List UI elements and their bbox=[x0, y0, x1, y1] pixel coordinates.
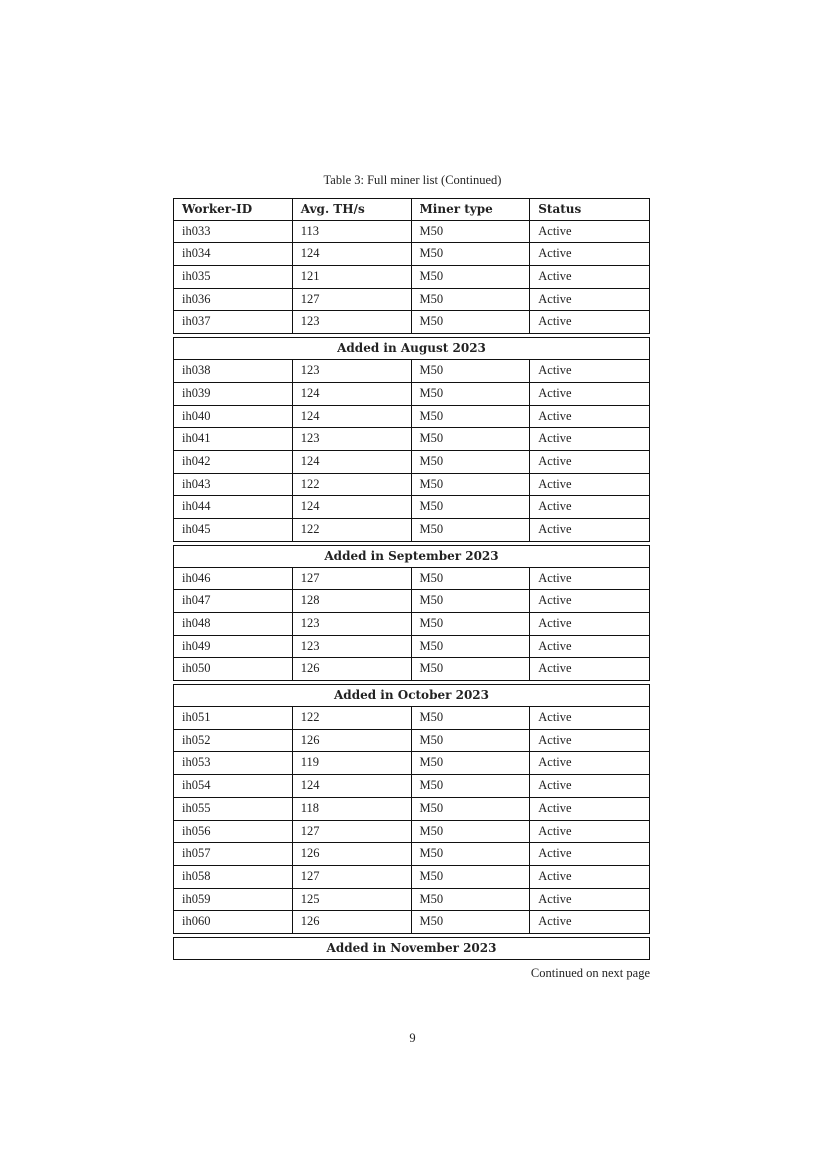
table-cell: Active bbox=[538, 914, 572, 929]
table-cell: ih046 bbox=[174, 568, 293, 590]
table-cell: M50 bbox=[412, 911, 531, 933]
table-cell: M50 bbox=[412, 775, 531, 797]
group-heading: Added in September 2023 bbox=[173, 545, 650, 568]
table-cell: Active bbox=[538, 891, 572, 906]
table-cell: Active bbox=[538, 314, 572, 329]
table-cell: ih038 bbox=[174, 360, 293, 382]
table-cell: M50 bbox=[412, 406, 531, 428]
table-cell: M50 bbox=[412, 821, 531, 843]
table-row bbox=[173, 496, 650, 519]
table-row bbox=[173, 221, 650, 244]
table-row bbox=[173, 311, 650, 334]
table-cell: 122 bbox=[293, 707, 412, 729]
table-cell: ih041 bbox=[174, 428, 293, 450]
continued-note: Continued on next page bbox=[530, 966, 650, 980]
table-row bbox=[173, 289, 650, 312]
table-cell: Active bbox=[538, 246, 572, 261]
table-cell: M50 bbox=[412, 519, 531, 541]
table-cell: 126 bbox=[293, 658, 412, 680]
table-cell: Active bbox=[538, 593, 572, 608]
table-cell: ih033 bbox=[174, 221, 293, 243]
table-cell: M50 bbox=[412, 474, 531, 496]
table-row bbox=[173, 590, 650, 613]
table-cell: Active bbox=[538, 269, 572, 284]
table-cell: 113 bbox=[293, 221, 412, 243]
table-cell: M50 bbox=[412, 289, 531, 311]
table-cell: ih059 bbox=[174, 889, 293, 911]
table-row bbox=[173, 451, 650, 474]
table-cell: ih051 bbox=[174, 707, 293, 729]
table-cell: Active bbox=[538, 476, 572, 491]
table-row bbox=[173, 821, 650, 844]
table-cell: M50 bbox=[412, 243, 531, 265]
table-row bbox=[173, 911, 650, 934]
table-cell: Active bbox=[538, 616, 572, 630]
table-cell: Active bbox=[538, 291, 572, 306]
table-cell: Active bbox=[538, 499, 572, 514]
table-cell: 127 bbox=[293, 568, 412, 590]
table-cell: 124 bbox=[293, 243, 412, 265]
table-cell: 123 bbox=[293, 360, 412, 382]
table-cell: 124 bbox=[293, 451, 412, 473]
table-cell: Active bbox=[538, 453, 572, 468]
table-cell: 118 bbox=[293, 798, 412, 820]
table-cell: ih053 bbox=[174, 752, 293, 774]
table-cell: 123 bbox=[293, 613, 412, 635]
table-cell: Active bbox=[538, 823, 572, 838]
table-cell: M50 bbox=[412, 636, 531, 658]
table-cell: M50 bbox=[412, 496, 531, 518]
table-row bbox=[173, 636, 650, 659]
table-cell: Active bbox=[538, 363, 572, 378]
table-row bbox=[173, 658, 650, 681]
page-number: 9 bbox=[409, 1031, 416, 1045]
table-header-row bbox=[173, 198, 650, 221]
table-cell: M50 bbox=[412, 568, 531, 590]
table-cell: Active bbox=[538, 732, 572, 747]
table-cell: M50 bbox=[412, 590, 531, 612]
table-cell: ih043 bbox=[174, 474, 293, 496]
table-cell: ih040 bbox=[174, 406, 293, 428]
table-cell: ih039 bbox=[174, 383, 293, 405]
table-cell: ih054 bbox=[174, 775, 293, 797]
table-cell: ih050 bbox=[174, 658, 293, 680]
table-cell: ih048 bbox=[174, 613, 293, 635]
table-cell: M50 bbox=[412, 311, 531, 333]
table-cell: 119 bbox=[293, 752, 412, 774]
table-cell: ih056 bbox=[174, 821, 293, 843]
table-row bbox=[173, 243, 650, 266]
table-cell: 123 bbox=[293, 311, 412, 333]
table-cell: ih058 bbox=[174, 866, 293, 888]
table-cell: 127 bbox=[293, 821, 412, 843]
miner-table bbox=[173, 198, 650, 960]
table-cell: ih044 bbox=[174, 496, 293, 518]
table-cell: 126 bbox=[293, 730, 412, 752]
table-row bbox=[173, 360, 650, 383]
group-heading: Added in November 2023 bbox=[173, 937, 650, 960]
table-cell: M50 bbox=[412, 730, 531, 752]
table-cell: ih036 bbox=[174, 289, 293, 311]
table-cell: Active bbox=[538, 223, 572, 238]
table-row bbox=[173, 866, 650, 889]
table-cell: M50 bbox=[412, 221, 531, 243]
table-caption: Table 3: Full miner list (Continued) bbox=[323, 173, 502, 187]
table-cell: ih037 bbox=[174, 311, 293, 333]
table-row bbox=[173, 519, 650, 542]
table-cell: M50 bbox=[412, 843, 531, 865]
table-cell: 126 bbox=[293, 911, 412, 933]
table-cell: M50 bbox=[412, 266, 531, 288]
table-cell: 124 bbox=[293, 383, 412, 405]
table-cell: Active bbox=[538, 521, 572, 536]
table-cell: Active bbox=[538, 778, 572, 793]
table-cell: Active bbox=[538, 755, 572, 770]
table-row bbox=[173, 474, 650, 497]
table-cell: 124 bbox=[293, 775, 412, 797]
table-cell: 121 bbox=[293, 266, 412, 288]
table-cell: Active bbox=[538, 385, 572, 400]
table-row bbox=[173, 568, 650, 591]
table-cell: 127 bbox=[293, 866, 412, 888]
table-cell: ih035 bbox=[174, 266, 293, 288]
table-row bbox=[173, 889, 650, 912]
table-row bbox=[173, 383, 650, 406]
table-row bbox=[173, 843, 650, 866]
table-cell: 125 bbox=[293, 889, 412, 911]
table-cell: Active bbox=[538, 868, 572, 883]
table-cell: 124 bbox=[293, 496, 412, 518]
table-cell: M50 bbox=[412, 658, 531, 680]
table-cell: 122 bbox=[293, 519, 412, 541]
table-cell: Active bbox=[538, 431, 572, 446]
table-cell: ih047 bbox=[174, 590, 293, 612]
table-cell: M50 bbox=[412, 707, 531, 729]
table-row bbox=[173, 266, 650, 289]
table-cell: Active bbox=[538, 800, 572, 815]
table-row bbox=[173, 406, 650, 429]
table-cell: M50 bbox=[412, 752, 531, 774]
table-cell: ih049 bbox=[174, 636, 293, 658]
table-cell: M50 bbox=[412, 428, 531, 450]
table-cell: Active bbox=[538, 638, 572, 653]
table-row bbox=[173, 707, 650, 730]
table-cell: ih055 bbox=[174, 798, 293, 820]
table-cell: M50 bbox=[412, 889, 531, 911]
table-cell: Active bbox=[538, 846, 572, 861]
table-cell: ih060 bbox=[174, 911, 293, 933]
table-cell: ih042 bbox=[174, 451, 293, 473]
table-cell: Active bbox=[538, 710, 572, 725]
table-cell: Active bbox=[538, 661, 572, 676]
group-heading: Added in October 2023 bbox=[173, 684, 650, 707]
table-row bbox=[173, 428, 650, 451]
table-cell: Active bbox=[538, 570, 572, 585]
table-row bbox=[173, 798, 650, 821]
table-cell: 124 bbox=[293, 406, 412, 428]
table-row bbox=[173, 752, 650, 775]
table-row bbox=[173, 730, 650, 753]
table-row bbox=[173, 775, 650, 798]
table-cell: ih052 bbox=[174, 730, 293, 752]
table-cell: 126 bbox=[293, 843, 412, 865]
table-cell: 128 bbox=[293, 590, 412, 612]
table-cell: Active bbox=[538, 408, 572, 423]
table-cell: M50 bbox=[412, 798, 531, 820]
table-cell: ih034 bbox=[174, 243, 293, 265]
column-header: Worker-ID bbox=[174, 199, 293, 220]
column-header: Miner type bbox=[412, 199, 531, 220]
table-cell: M50 bbox=[412, 613, 531, 635]
table-cell: M50 bbox=[412, 360, 531, 382]
group-heading: Added in August 2023 bbox=[173, 337, 650, 360]
table-cell: 123 bbox=[293, 636, 412, 658]
table-cell: 127 bbox=[293, 289, 412, 311]
column-header: Avg. TH/s bbox=[293, 199, 412, 220]
column-header: Status bbox=[538, 202, 582, 216]
table-cell: ih045 bbox=[174, 519, 293, 541]
table-cell: 123 bbox=[293, 428, 412, 450]
table-cell: 122 bbox=[293, 474, 412, 496]
table-row bbox=[173, 613, 650, 636]
table-cell: M50 bbox=[412, 451, 531, 473]
table-cell: M50 bbox=[412, 866, 531, 888]
table-cell: M50 bbox=[412, 383, 531, 405]
table-cell: ih057 bbox=[174, 843, 293, 865]
